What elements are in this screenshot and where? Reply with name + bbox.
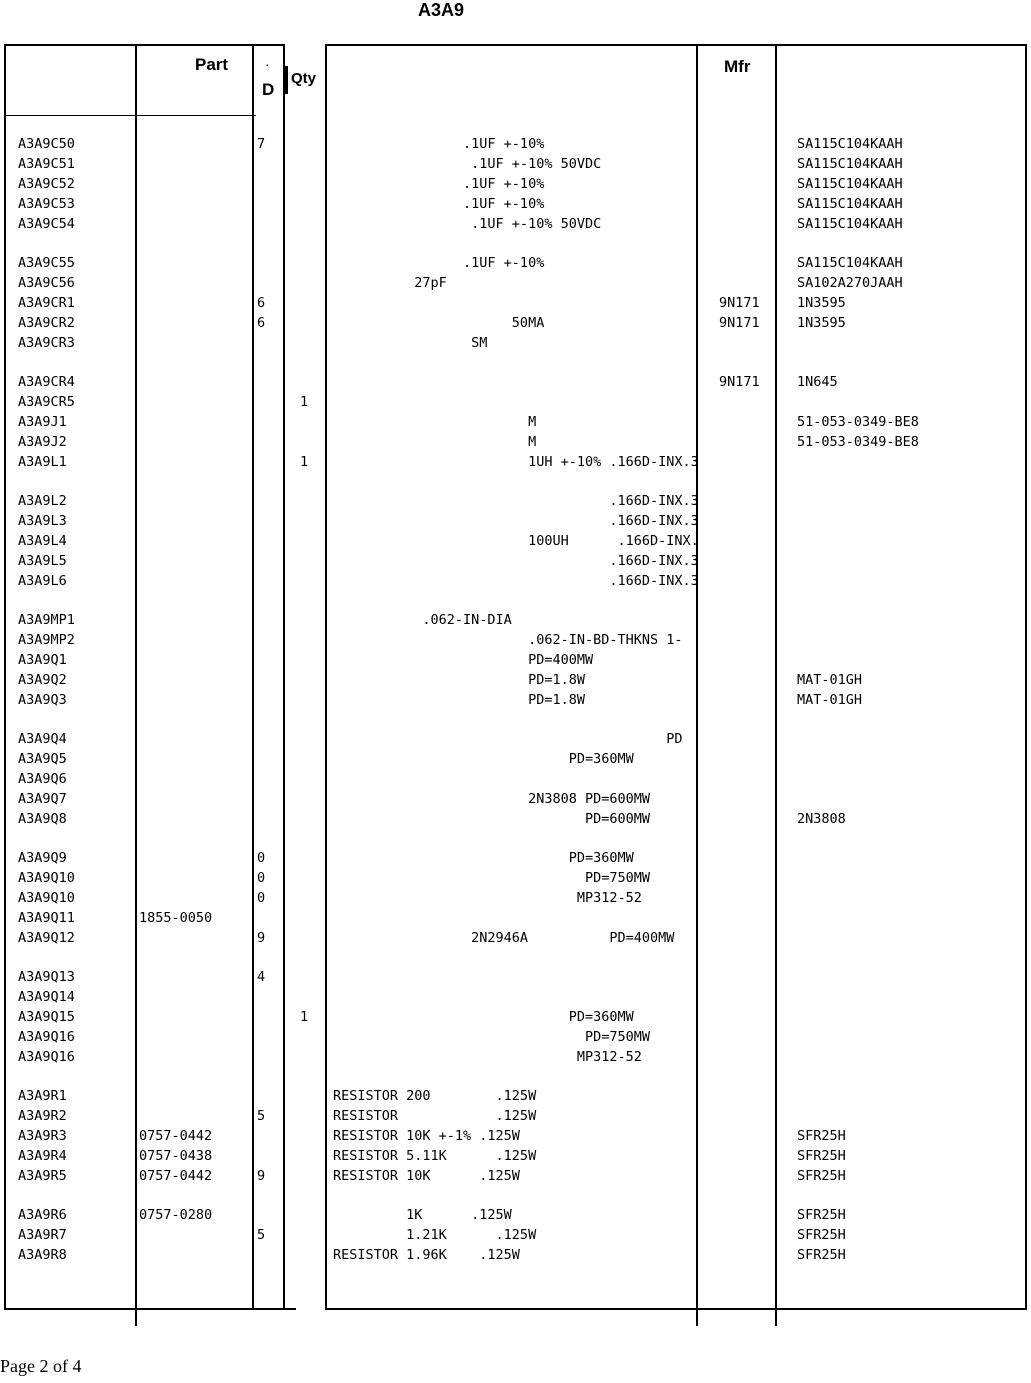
table-row [0, 194, 1031, 214]
cell-desc: PD=400MW [333, 652, 594, 668]
cell-desc: PD [333, 731, 683, 747]
cell-cd: 0 [257, 890, 266, 906]
cell-ref: A3A9C53 [18, 196, 75, 212]
cell-cd: 5 [257, 1227, 266, 1243]
cell-desc: .1UF +-10% 50VDC [333, 156, 602, 172]
cell-mpart: MAT-01GH [797, 692, 863, 708]
cell-ref: A3A9R3 [18, 1128, 67, 1144]
cell-ref: A3A9Q5 [18, 751, 67, 767]
cell-ref: A3A9L2 [18, 493, 67, 509]
cell-mpart: SFR25H [797, 1227, 846, 1243]
cell-desc: RESISTOR 5.11K .125W [333, 1148, 537, 1164]
table-row [0, 1245, 1031, 1265]
cell-desc: .1UF +-10% [333, 196, 545, 212]
cell-desc: 27pF [333, 275, 447, 291]
cell-ref: A3A9CR5 [18, 394, 75, 410]
cell-ref: A3A9R7 [18, 1227, 67, 1243]
cell-mpart: 2N3808 [797, 811, 846, 827]
table-top-rule-right [325, 44, 1027, 46]
cell-mpart: 1N645 [797, 374, 838, 390]
cell-ref: A3A9R5 [18, 1168, 67, 1184]
cell-ref: A3A9Q16 [18, 1029, 75, 1045]
cell-mpart: 1N3595 [797, 295, 846, 311]
cell-desc: 1UH +-10% .166D-INX.3 [333, 454, 699, 470]
cell-mpart: SA115C104KAAH [797, 156, 903, 172]
cell-desc: .062-IN-DIA [333, 612, 512, 628]
header-qty: Qty [291, 70, 317, 87]
cell-mpart: SFR25H [797, 1128, 846, 1144]
cell-ref: A3A9Q10 [18, 890, 75, 906]
table-row [0, 690, 1031, 710]
table-row [0, 749, 1031, 769]
cell-part: 1855-0050 [139, 910, 213, 926]
cell-ref: A3A9Q1 [18, 652, 67, 668]
page-number: Page 2 of 4 [0, 1356, 82, 1376]
cell-ref: A3A9L6 [18, 573, 67, 589]
table-row [0, 392, 1031, 412]
table-row [0, 1225, 1031, 1245]
table-row [0, 670, 1031, 690]
cell-cd: 7 [257, 136, 266, 152]
table-row [0, 551, 1031, 571]
cell-mpart: 51-053-0349-BE8 [797, 414, 919, 430]
cell-qty: 1 [300, 1009, 309, 1025]
cell-cd: 4 [257, 969, 266, 985]
cell-desc: PD=1.8W [333, 692, 585, 708]
table-top-rule-left [4, 44, 285, 46]
table-row [0, 1205, 1031, 1225]
cell-ref: A3A9R8 [18, 1247, 67, 1263]
cell-mcode: 9N171 [719, 295, 760, 311]
cell-mpart: SA102A270JAAH [797, 275, 903, 291]
header-cd: D [262, 80, 275, 99]
cell-ref: A3A9Q14 [18, 989, 75, 1005]
cell-mpart: SA115C104KAAH [797, 255, 903, 271]
header-cd-mark: . [266, 58, 269, 69]
table-row [0, 1047, 1031, 1067]
cell-ref: A3A9Q4 [18, 731, 67, 747]
table-row [0, 868, 1031, 888]
table-row [0, 1166, 1031, 1186]
cell-ref: A3A9L4 [18, 533, 67, 549]
cell-ref: A3A9C55 [18, 255, 75, 271]
table-row [0, 511, 1031, 531]
cell-cd: 5 [257, 1108, 266, 1124]
table-row [0, 1086, 1031, 1106]
table-row [0, 610, 1031, 630]
table-row [0, 293, 1031, 313]
cell-ref: A3A9Q16 [18, 1049, 75, 1065]
cell-desc: .1UF +-10% [333, 176, 545, 192]
cell-cd: 9 [257, 930, 266, 946]
cell-ref: A3A9R4 [18, 1148, 67, 1164]
table-row [0, 1007, 1031, 1027]
cell-ref: A3A9J1 [18, 414, 67, 430]
cell-ref: A3A9CR4 [18, 374, 75, 390]
table-row [0, 372, 1031, 392]
cell-ref: A3A9R1 [18, 1088, 67, 1104]
cell-ref: A3A9Q10 [18, 870, 75, 886]
cell-desc: .1UF +-10% 50VDC [333, 216, 602, 232]
cell-cd: 9 [257, 1168, 266, 1184]
cell-desc: .166D-INX.3 [333, 513, 699, 529]
cell-ref: A3A9CR1 [18, 295, 75, 311]
cell-desc: .062-IN-BD-THKNS 1- [333, 632, 683, 648]
cell-ref: A3A9Q6 [18, 771, 67, 787]
cell-desc: M [333, 414, 537, 430]
header-mfr: Mfr [724, 57, 751, 76]
cell-desc: 2N3808 PD=600MW [333, 791, 650, 807]
table-row [0, 154, 1031, 174]
table-row [0, 729, 1031, 749]
cell-mpart: SA115C104KAAH [797, 136, 903, 152]
cell-ref: A3A9CR2 [18, 315, 75, 331]
cell-ref: A3A9L3 [18, 513, 67, 529]
table-row [0, 174, 1031, 194]
table-row [0, 967, 1031, 987]
table-row [0, 1106, 1031, 1126]
cell-desc: RESISTOR 1.96K .125W [333, 1247, 520, 1263]
cell-desc: PD=360MW [333, 1009, 634, 1025]
cell-cd: 6 [257, 315, 266, 331]
cell-ref: A3A9MP2 [18, 632, 75, 648]
table-row [0, 412, 1031, 432]
cell-desc: PD=750MW [333, 1029, 650, 1045]
cell-ref: A3A9Q7 [18, 791, 67, 807]
table-row [0, 432, 1031, 452]
cell-ref: A3A9L5 [18, 553, 67, 569]
cell-ref: A3A9CR3 [18, 335, 75, 351]
table-row [0, 809, 1031, 829]
cell-part: 0757-0442 [139, 1168, 213, 1184]
cell-desc: RESISTOR 10K +-1% .125W [333, 1128, 520, 1144]
cell-desc: .166D-INX.3 [333, 573, 699, 589]
cell-cd: 6 [257, 295, 266, 311]
cell-mpart: SFR25H [797, 1247, 846, 1263]
table-row [0, 928, 1031, 948]
cell-desc: PD=360MW [333, 850, 634, 866]
cell-desc: MP312-52 [333, 1049, 642, 1065]
cell-desc: RESISTOR .125W [333, 1108, 537, 1124]
cell-ref: A3A9Q12 [18, 930, 75, 946]
cell-part: 0757-0280 [139, 1207, 213, 1223]
cell-ref: A3A9Q13 [18, 969, 75, 985]
table-row [0, 908, 1031, 928]
cell-desc: RESISTOR 10K .125W [333, 1168, 520, 1184]
cell-part: 0757-0438 [139, 1148, 213, 1164]
cell-ref: A3A9C50 [18, 136, 75, 152]
table-row [0, 333, 1031, 353]
cell-desc: PD=600MW [333, 811, 650, 827]
table-row [0, 1146, 1031, 1166]
page-title: A3A9 [418, 0, 465, 20]
cell-mpart: SFR25H [797, 1168, 846, 1184]
cell-ref: A3A9C51 [18, 156, 75, 172]
cell-ref: A3A9Q2 [18, 672, 67, 688]
cell-mpart: SA115C104KAAH [797, 196, 903, 212]
cell-mpart: SA115C104KAAH [797, 176, 903, 192]
cell-desc: PD=1.8W [333, 672, 585, 688]
table-row [0, 452, 1031, 472]
table-row [0, 313, 1031, 333]
cell-ref: A3A9Q3 [18, 692, 67, 708]
cell-cd: 0 [257, 870, 266, 886]
cell-mcode: 9N171 [719, 374, 760, 390]
table-row [0, 571, 1031, 591]
cell-desc: .1UF +-10% [333, 136, 545, 152]
header-part: Part [195, 55, 229, 74]
table-row [0, 1027, 1031, 1047]
table-row [0, 273, 1031, 293]
cell-cd: 0 [257, 850, 266, 866]
cell-desc: 50MA [333, 315, 545, 331]
table-row [0, 1126, 1031, 1146]
table-bottom-rule-right [325, 1308, 1027, 1310]
cell-desc: SM [333, 335, 488, 351]
cell-desc: 2N2946A PD=400MW [333, 930, 675, 946]
table-row [0, 789, 1031, 809]
cell-desc: PD=360MW [333, 751, 634, 767]
table-row [0, 531, 1031, 551]
table-row [0, 650, 1031, 670]
cell-mpart: SFR25H [797, 1207, 846, 1223]
cell-mpart: 1N3595 [797, 315, 846, 331]
cell-desc: PD=750MW [333, 870, 650, 886]
table-row [0, 214, 1031, 234]
cell-ref: A3A9L1 [18, 454, 67, 470]
cell-mpart: SFR25H [797, 1148, 846, 1164]
table-row [0, 848, 1031, 868]
cell-desc: 100UH .166D-INX. [333, 533, 699, 549]
cell-part: 0757-0442 [139, 1128, 213, 1144]
cell-desc: .1UF +-10% [333, 255, 545, 271]
cell-ref: A3A9R2 [18, 1108, 67, 1124]
cell-qty: 1 [300, 394, 309, 410]
cell-desc: .166D-INX.3 [333, 493, 699, 509]
table-row [0, 134, 1031, 154]
table-row [0, 769, 1031, 789]
cell-mpart: MAT-01GH [797, 672, 863, 688]
cell-desc: .166D-INX.3 [333, 553, 699, 569]
cell-ref: A3A9Q9 [18, 850, 67, 866]
table-row [0, 987, 1031, 1007]
cell-ref: A3A9C54 [18, 216, 75, 232]
table-row [0, 253, 1031, 273]
cell-ref: A3A9C56 [18, 275, 75, 291]
cell-ref: A3A9Q15 [18, 1009, 75, 1025]
cell-ref: A3A9Q8 [18, 811, 67, 827]
cell-mpart: 51-053-0349-BE8 [797, 434, 919, 450]
table-row [0, 630, 1031, 650]
cell-desc: 1.21K .125W [333, 1227, 537, 1243]
cell-ref: A3A9C52 [18, 176, 75, 192]
cell-desc: RESISTOR 200 .125W [333, 1088, 537, 1104]
cell-desc: MP312-52 [333, 890, 642, 906]
cell-desc: 1K .125W [333, 1207, 512, 1223]
cell-ref: A3A9R6 [18, 1207, 67, 1223]
cell-ref: A3A9Q11 [18, 910, 75, 926]
table-row [0, 888, 1031, 908]
cell-mpart: SA115C104KAAH [797, 216, 903, 232]
cell-mcode: 9N171 [719, 315, 760, 331]
cell-ref: A3A9J2 [18, 434, 67, 450]
cell-desc: M [333, 434, 537, 450]
table-row [0, 491, 1031, 511]
cell-qty: 1 [300, 454, 309, 470]
qty-mark [285, 66, 288, 94]
header-underline-left [4, 115, 256, 116]
cell-ref: A3A9MP1 [18, 612, 75, 628]
